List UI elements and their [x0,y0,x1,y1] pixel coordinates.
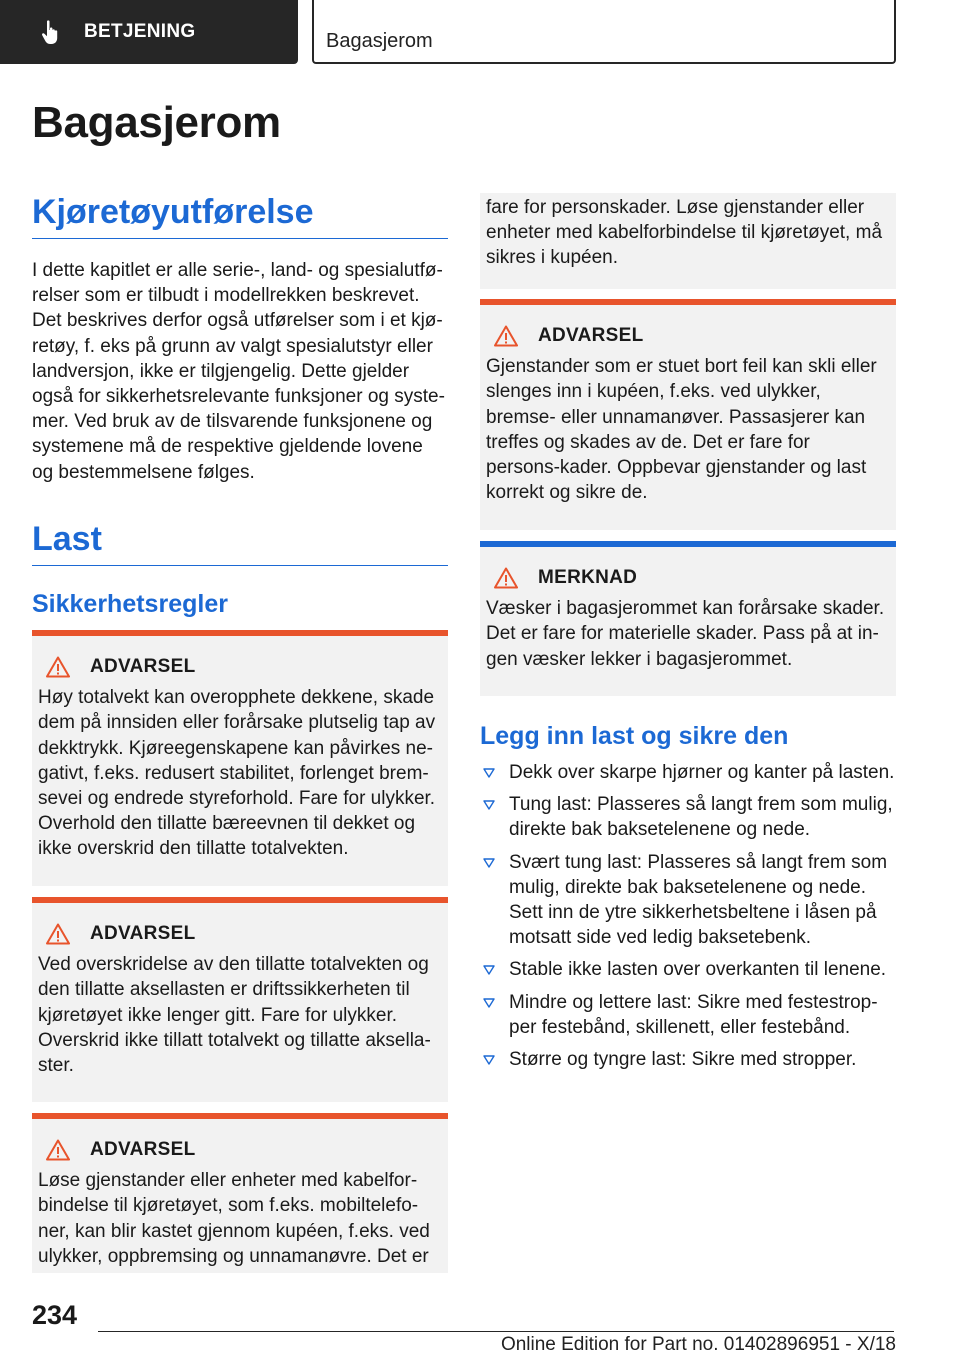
heading-sikkerhetsregler: Sikkerhetsregler [32,590,228,618]
heading-last: Last [32,520,448,566]
triangle-bullet-icon [483,800,495,810]
list-item: Tung last: Plasseres så langt frem som mulig, direkte bak baksetelenene og nede. [480,792,896,842]
warning-title: ADVARSEL [90,656,196,677]
warning-title: ADVARSEL [90,1139,196,1160]
list-item: Stable ikke lasten over overkanten til lenene. [480,957,896,982]
triangle-bullet-icon [483,998,495,1008]
hand-pointer-icon [40,19,64,45]
breadcrumb: Bagasjerom [312,0,896,64]
warning-title: ADVARSEL [538,325,644,346]
triangle-bullet-icon [483,1055,495,1065]
note-box [480,541,896,696]
warning-box [32,630,448,886]
bullet-list [480,760,896,1079]
note-text: Væsker i bagasjerommet kan forårsake skader. Det er fare for materielle skader. Pass på at in-gen væsker lekker i bagasjerommet. [486,598,885,670]
warning-triangle-icon [46,1139,70,1161]
section-label: BETJENING [84,21,196,42]
warning-box [32,897,448,1102]
warning-triangle-icon [494,567,518,589]
heading-legg-inn-last: Legg inn last og sikre den [480,722,789,750]
warning-text: fare for personskader. Løse gjenstander eller enheter med kabelforbindelse til kjøretøyet, må sikres i kupéen. [486,197,883,269]
note-title: MERKNAD [538,567,638,588]
triangle-bullet-icon [483,768,495,778]
warning-text: Løse gjenstander eller enheter med kabelfor-bindelse til kjøretøyet, som f.eks. mobiltelefo-ner, kan blir kastet gjennom kupéen, f.eks. ved ulykker, oppbremsing og unnamanøvre. Det er [38,1170,430,1267]
list-item: Dekk over skarpe hjørner og kanter på lasten. [480,760,896,785]
heading-kjoretoyutforelse: Kjøretøyutførelse [32,193,448,239]
warning-text: Ved overskridelse av den tillatte totalvekten og den tillatte aksellasten er driftssikkerheten til kjøretøyet ikke lenger gitt. Fare for ulykker. Overskrid ikke tillatt totalvekt og tillatte aksella-ster. [38,954,431,1077]
triangle-bullet-icon [483,858,495,868]
list-item: Større og tyngre last: Sikre med stropper. [480,1047,896,1072]
section-tab[interactable] [0,0,298,64]
warning-title: ADVARSEL [90,923,196,944]
warning-box [32,1113,448,1273]
warning-triangle-icon [46,656,70,678]
warning-box [480,299,896,530]
warning-triangle-icon [494,325,518,347]
page-number: 234 [32,1300,78,1330]
warning-text: Gjenstander som er stuet bort feil kan skli eller slenges inn i kupéen, f.eks. ved ulykker, bremse- eller unnamanøver. Passasjerer kan treffes og skades av de. Det er fare for persons-kader. Oppbevar gjenstander og last korrekt og sikre de. [486,356,877,504]
footer-divider [98,1331,894,1332]
triangle-bullet-icon [483,965,495,975]
warning-triangle-icon [46,923,70,945]
page-title: Bagasjerom [32,98,281,147]
list-item: Svært tung last: Plasseres så langt frem som mulig, direkte bak baksetelenene og nede. Sett inn de ytre sikkerhetsbeltene i låsen på motsatt side ved ledig baksetebenk. [480,850,896,951]
intro-paragraph: I dette kapitlet er alle serie-, land- og spesialutfø-relser som er tilbudt i modellrekken beskrevet. Det beskrives derfor også utførelser som i et kjø-retøy, f. eks på grunn av valgt spesialutstyr eller landversjon, ikke er tilgjengelig. Dette gjelder også for sikkerhetsrelevante funksjoner og syste-mer. Ved bruk av de tilsvarende funksjonene og systemene må de respektive gjeldende lovene og bestemmelsene følges. [32,260,445,483]
edition-text: Online Edition for Part no. 01402896951 - X/18 [500,1334,896,1355]
warning-box-continued [480,193,896,289]
list-item: Mindre og lettere last: Sikre med festestrop-per festebånd, skillenett, eller festebånd. [480,990,896,1040]
warning-text: Høy totalvekt kan overopphete dekkene, skade dem på innsiden eller forårsake plutselig tap av dekktrykk. Kjøreegenskapene kan påvirkes ne-gativt, f.eks. redusert stabilitet, forlenget brem-sevei og endrede styreforhold. Fare for ulykker. Overhold den tillatte bæreevnen til dekket og ikke overskrid den tillatte totalvekten. [38,687,436,860]
